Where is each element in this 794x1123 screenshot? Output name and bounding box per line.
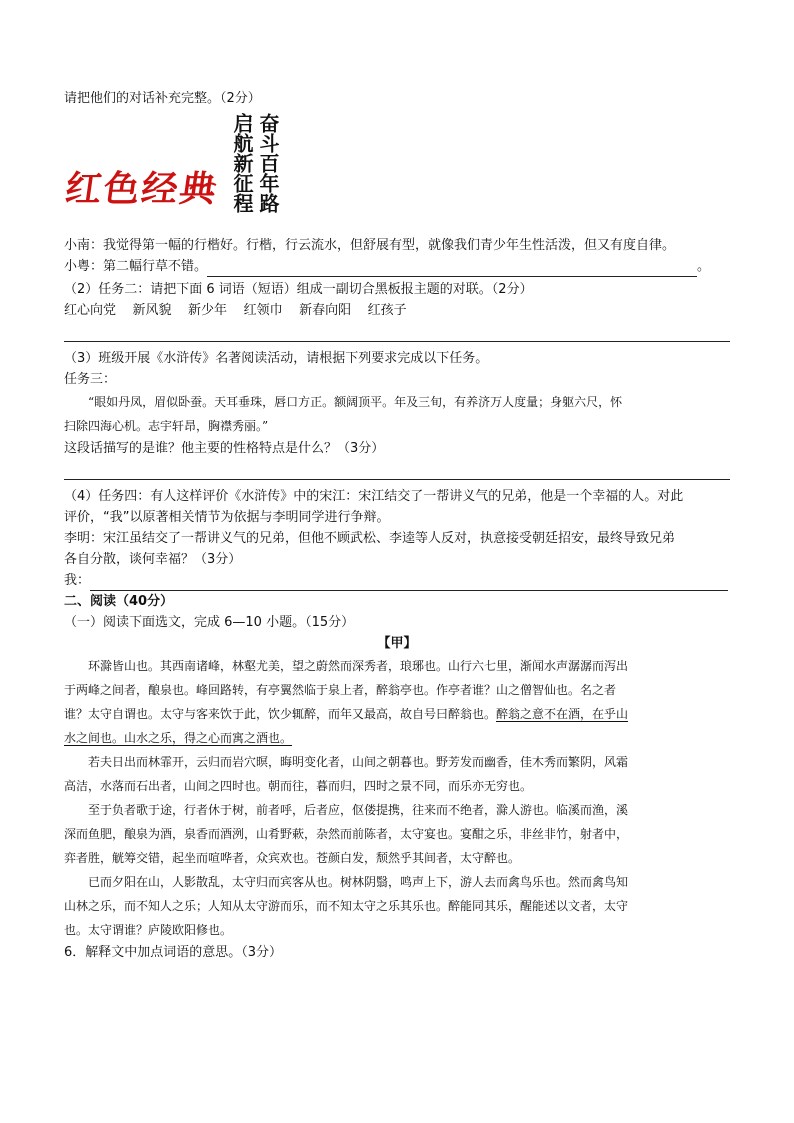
quote-line-2: 扫除四海心机。志宇轩昂，胸襟秀丽。” <box>64 419 269 433</box>
bird-icon <box>188 179 218 193</box>
xiaoyue-label: 小粤：第二幅行草不错。 <box>64 259 208 274</box>
xiaoyue-dialogue <box>64 256 730 277</box>
me-answer <box>64 570 730 591</box>
passage-p4-line-3: 也。太守谓谁？庐陵欧阳修也。 <box>64 923 233 937</box>
liming-line-2: 各自分散，谈何幸福？（3分） <box>64 552 242 567</box>
underlined-sentence-2: 水之间也。山水之乐，得之心而寓之酒也。 <box>64 731 293 745</box>
xiaoyue-end: 。 <box>697 259 711 274</box>
section-2-heading: 二、阅读（40分） <box>64 594 174 609</box>
question-6: 6．解释文中加点词语的意思。（3分） <box>64 945 283 960</box>
calligraphy-images <box>64 113 730 233</box>
liming-line-1: 李明：宋江虽结交了一帮讲义气的兄弟，但他不顾武松、李逵等人反对，执意接受朝廷招安，最终导致兄弟 <box>64 531 676 546</box>
document-page <box>64 88 730 963</box>
task-4-line-1: （4）任务四：有人这样评价《水浒传》中的宋江：宋江结交了一帮讲义气的兄弟，他是一个幸福的人。对此 <box>64 489 684 504</box>
answer-blank-me[interactable] <box>90 576 728 591</box>
calligraphy-image <box>230 113 280 233</box>
passage-jia-heading: 【甲】 <box>377 636 417 651</box>
answer-blank-1[interactable] <box>207 262 697 277</box>
passage-p2-line-1: 若夫日出而林霏开，云归而岩穴暝，晦明变化者，山间之朝暮也。野芳发而幽香，佳木秀而繁阴，风霜 <box>88 755 629 769</box>
calligraphy-column-1: 奋斗百年路 <box>256 113 280 213</box>
task-3-label: 任务三： <box>64 372 117 387</box>
red-classic-image: 红色经典 <box>62 168 221 210</box>
passage-p1-line-3 <box>64 702 730 726</box>
task-2-prompt: （2）任务二：请把下面 6 词语（短语）组成一副切合黑板报主题的对联。（2分） <box>64 282 533 297</box>
passage-p3-line-3: 弈者胜，觥筹交错，起坐而喧哗者，众宾欢也。苍颜白发，颓然乎其间者，太守醉也。 <box>64 851 521 865</box>
passage-p4-line-2: 山林之乐，而不知人之乐；人知从太守游而乐，而不知太守之乐其乐也。醉能同其乐，醒能述以文者，太守 <box>64 899 629 913</box>
passage-p3-line-2: 深而鱼肥，酿泉为酒，泉香而酒洌，山肴野蔌，杂然而前陈者，太守宴也。宴酣之乐，非丝非竹，射者中， <box>64 827 629 841</box>
task-2-words: 红心向党 新风貌 新少年 红领巾 新春向阳 红孩子 <box>64 303 407 318</box>
passage-p1-line-1: 环滁皆山也。其西南诸峰，林壑尤美，望之蔚然而深秀者，琅琊也。山行六七里，渐闻水声潺潺而泻出 <box>88 659 629 673</box>
subsection-1-prompt: （一）阅读下面选文，完成 6—10 小题。（15分） <box>64 615 355 630</box>
passage-p1-line-2: 于两峰之间者，酿泉也。峰回路转，有亭翼然临于泉上者，醉翁亭也。作亭者谁？山之僧智仙也。名之者 <box>64 683 617 697</box>
passage-p1-line-4 <box>64 726 730 750</box>
task-3-question: 这段话描写的是谁？他主要的性格特点是什么？（3分） <box>64 441 385 456</box>
calligraphy-column-2: 启航新征程 <box>230 113 254 213</box>
passage-p3-line-1: 至于负者歌于途，行者休于树，前者呼，后者应，伛偻提携，往来而不绝者，滁人游也。临溪而渔，溪 <box>88 803 629 817</box>
xiaonan-dialogue: 小南：我觉得第一幅的行楷好。行楷，行云流水，但舒展有型，就像我们青少年生性活泼，但又有度自律。 <box>64 238 676 253</box>
underlined-sentence-1: 醉翁之意不在酒，在乎山 <box>496 707 629 721</box>
passage-p4-line-1: 已而夕阳在山，人影散乱，太守归而宾客从也。树林阴翳，鸣声上下，游人去而禽鸟乐也。然而禽鸟知 <box>88 875 629 889</box>
answer-line-task-2[interactable] <box>64 327 730 342</box>
passage-p1-line-3a: 谁？太守自谓也。太守与客来饮于此，饮少辄醉，而年又最高，故自号曰醉翁也。 <box>64 707 497 721</box>
quote-line-1: “眼如丹凤，眉似卧蚕。天耳垂珠，唇口方正。额阔顶平。年及三旬，有养济万人度量；身躯六尺，怀 <box>88 395 623 409</box>
task-3-prompt: （3）班级开展《水浒传》名著阅读活动，请根据下列要求完成以下任务。 <box>64 351 489 366</box>
answer-line-task-3[interactable] <box>64 465 730 480</box>
question-1-prompt: 请把他们的对话补充完整。（2分） <box>64 91 261 106</box>
me-label: 我： <box>64 573 91 588</box>
passage-p2-line-2: 高洁，水落而石出者，山间之四时也。朝而往，暮而归，四时之景不同，而乐亦无穷也。 <box>64 779 533 793</box>
task-4-line-2: 评价，“我”以原著相关情节为依据与李明同学进行争辩。 <box>64 510 390 525</box>
